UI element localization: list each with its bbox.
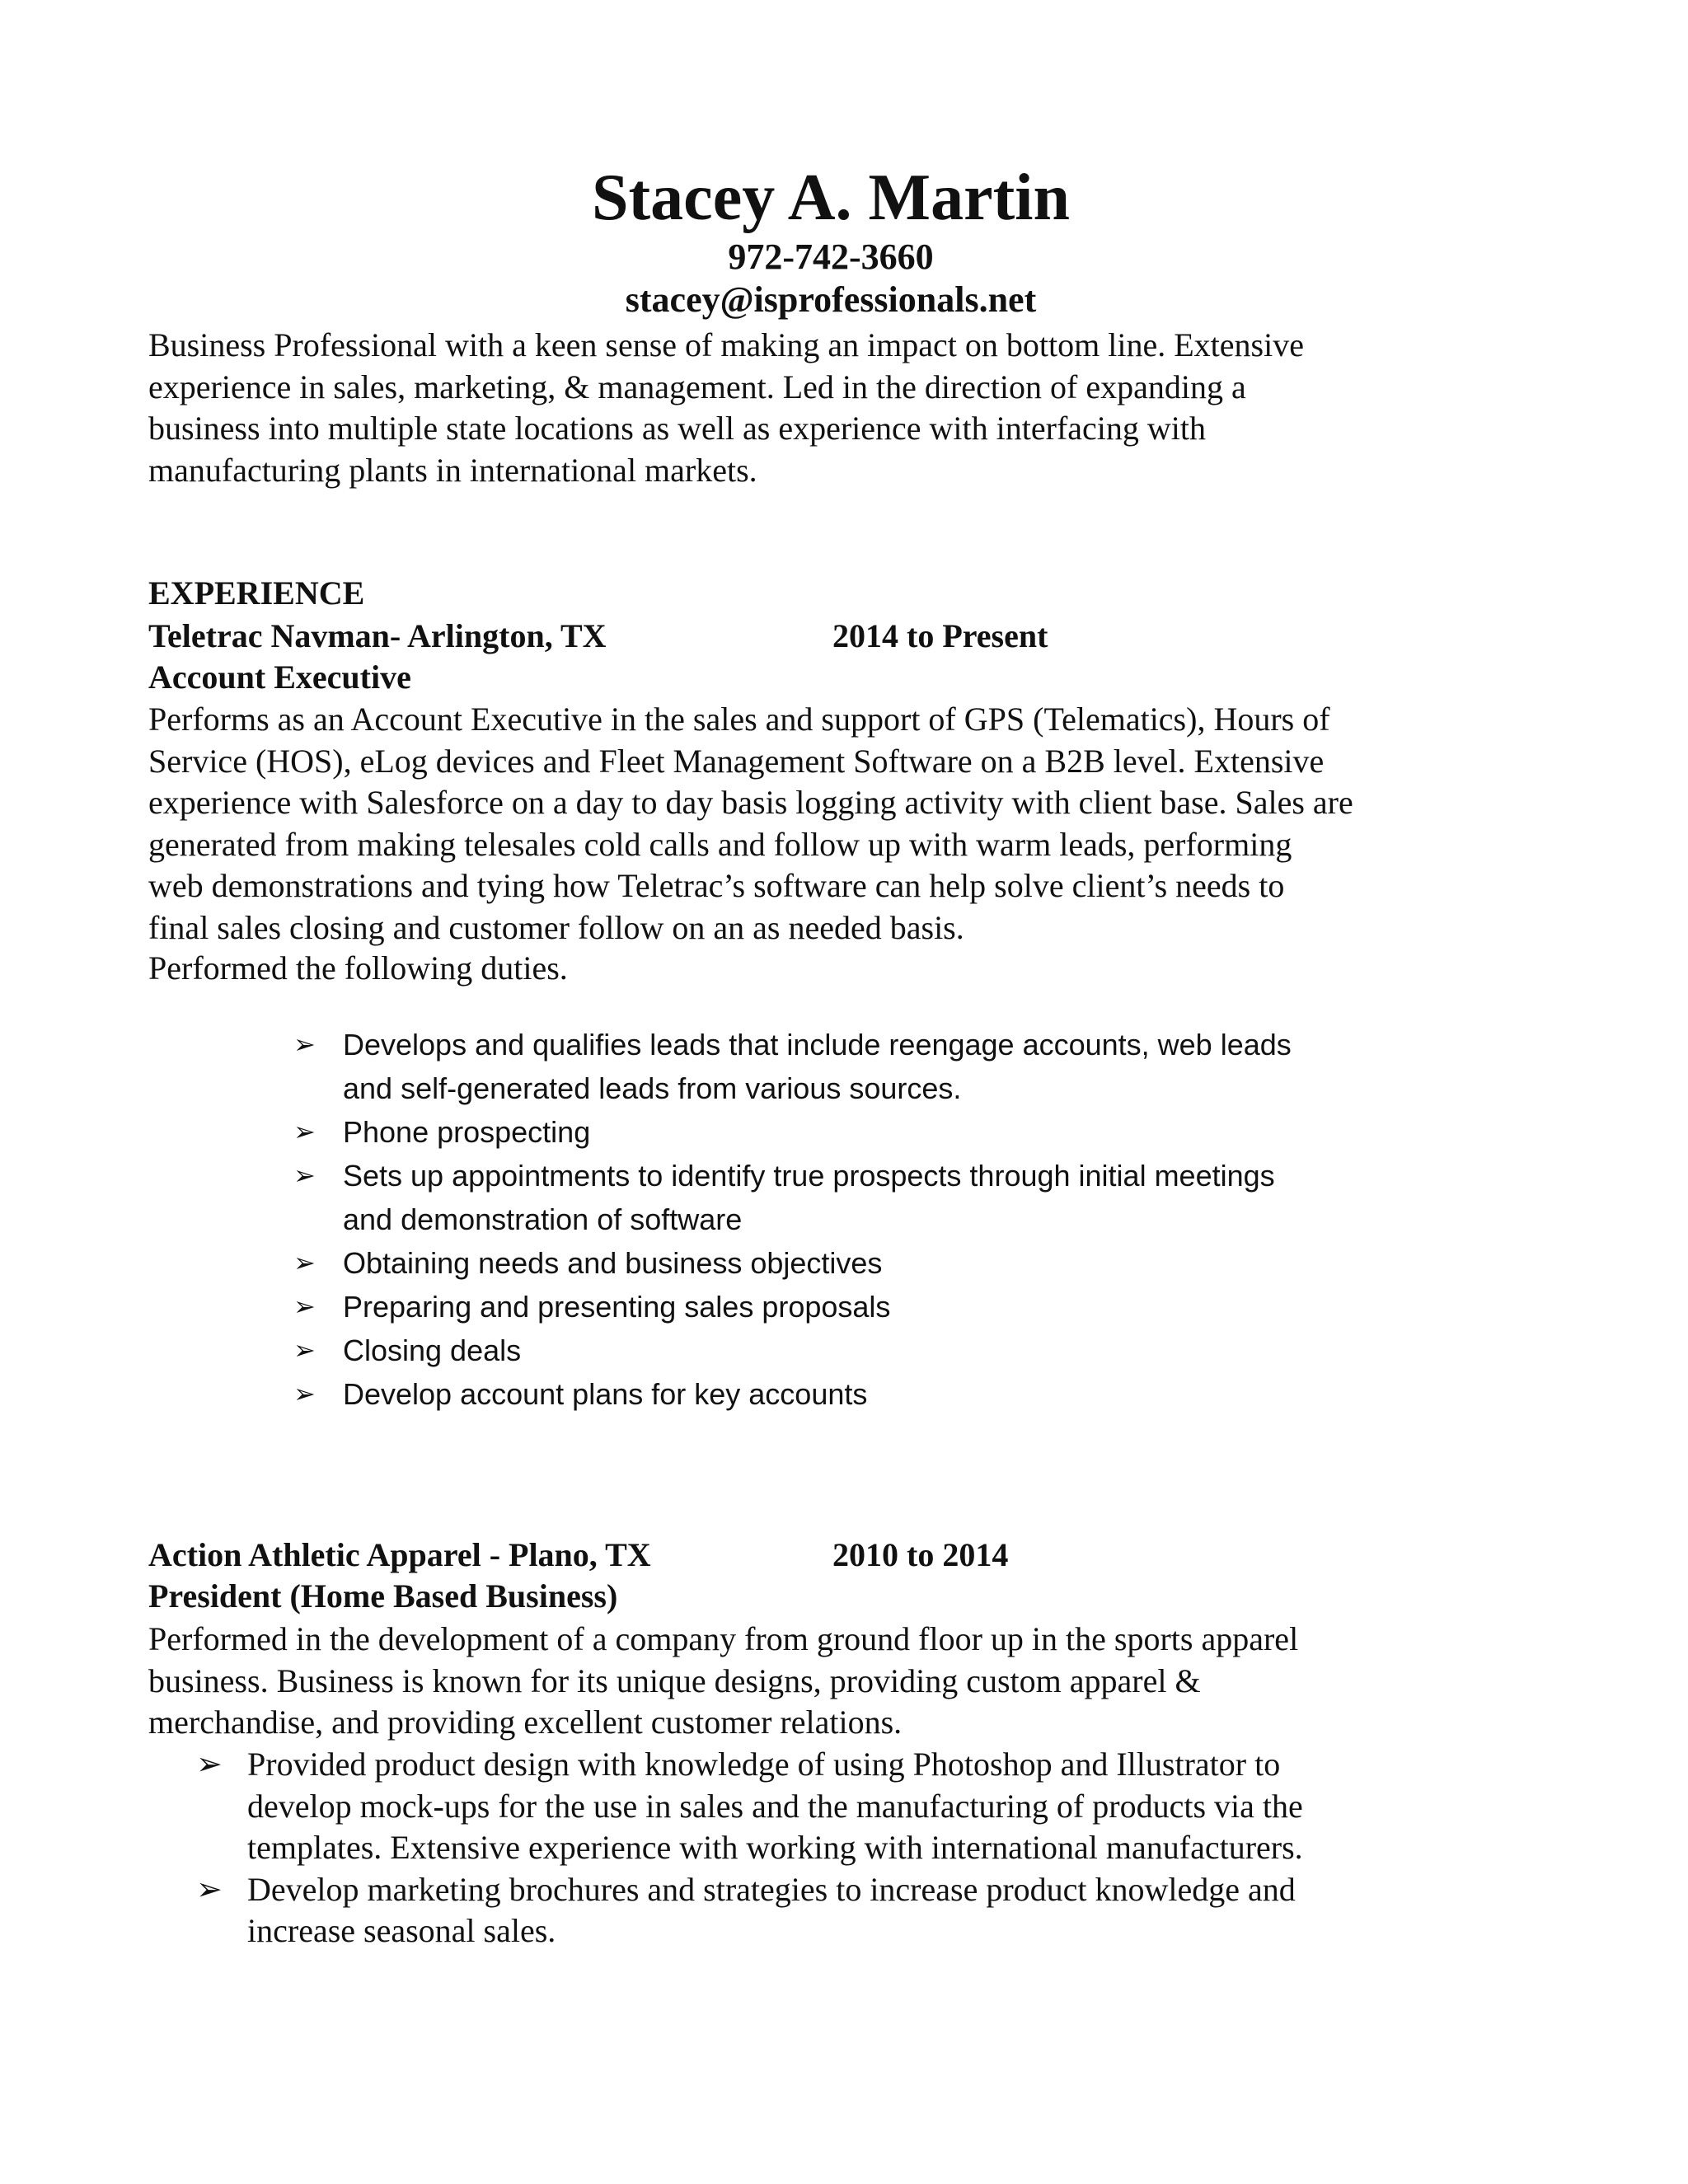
job1-duties-list bbox=[293, 1023, 1530, 1416]
arrow-bullet-icon: ➢ bbox=[293, 1117, 316, 1146]
job1-description bbox=[148, 699, 1533, 949]
bullet-text: templates. Extensive experience with working with international manufacturers. bbox=[247, 1829, 1303, 1866]
list-item bbox=[293, 1154, 1530, 1241]
job1-description-line: experience with Salesforce on a day to day basis logging activity with client base. Sales are bbox=[148, 784, 1353, 821]
duty-text: Closing deals bbox=[343, 1333, 522, 1367]
professional-summary bbox=[148, 325, 1533, 491]
email-address: stacey@isprofessionals.net bbox=[625, 279, 1037, 320]
job2-description bbox=[148, 1619, 1533, 1744]
arrow-bullet-icon: ➢ bbox=[293, 1291, 316, 1321]
list-item bbox=[293, 1023, 1530, 1110]
arrow-bullet-icon: ➢ bbox=[196, 1747, 223, 1782]
job2-company: Action Athletic Apparel - Plano, TX bbox=[148, 1536, 651, 1573]
job1-description-line: Performs as an Account Executive in the sales and support of GPS (Telematics), Hours of bbox=[148, 701, 1330, 738]
bullet-text: Provided product design with knowledge of using Photoshop and Illustrator to bbox=[247, 1746, 1281, 1783]
summary-line: business into multiple state locations as well as experience with interfacing with bbox=[148, 410, 1207, 447]
bullet-text: Develop marketing brochures and strategies to increase product knowledge and bbox=[247, 1870, 1296, 1908]
duty-text: and demonstration of software bbox=[343, 1202, 743, 1236]
list-item bbox=[196, 1869, 1548, 1952]
list-item bbox=[293, 1110, 1530, 1154]
job2-description-line: business. Business is known for its unique designs, providing custom apparel & bbox=[148, 1661, 1201, 1699]
bullet-text: develop mock-ups for the use in sales and the manufacturing of products via the bbox=[247, 1787, 1303, 1825]
duty-text: Develops and qualifies leads that include reengage accounts, web leads bbox=[343, 1028, 1292, 1062]
experience-heading: EXPERIENCE bbox=[148, 574, 365, 612]
arrow-bullet-icon: ➢ bbox=[196, 1872, 223, 1907]
job2-description-line: Performed in the development of a company from ground floor up in the sports apparel bbox=[148, 1620, 1299, 1657]
duty-text: Obtaining needs and business objectives bbox=[343, 1246, 883, 1280]
summary-line: manufacturing plants in international markets. bbox=[148, 451, 757, 489]
list-item bbox=[293, 1241, 1530, 1285]
duty-text: Sets up appointments to identify true prospects through initial meetings bbox=[343, 1159, 1275, 1193]
job2-title: President (Home Based Business) bbox=[148, 1577, 618, 1615]
job1-dates: 2014 to Present bbox=[832, 617, 1048, 654]
duty-text: and self-generated leads from various sources. bbox=[343, 1071, 962, 1105]
arrow-bullet-icon: ➢ bbox=[293, 1160, 316, 1190]
duty-text: Preparing and presenting sales proposals bbox=[343, 1290, 891, 1324]
phone-number: 972-742-3660 bbox=[728, 237, 934, 277]
job2-description-line: merchandise, and providing excellent customer relations. bbox=[148, 1704, 903, 1741]
list-item bbox=[293, 1285, 1530, 1329]
arrow-bullet-icon: ➢ bbox=[293, 1335, 316, 1365]
job2-bullet-list bbox=[196, 1744, 1548, 1952]
job1-description-line: final sales closing and customer follow on an as needed basis. bbox=[148, 908, 964, 946]
bullet-text: increase seasonal sales. bbox=[247, 1912, 556, 1949]
job1-description-line: web demonstrations and tying how Teletrac’s software can help solve client’s needs to bbox=[148, 867, 1285, 904]
list-item bbox=[293, 1329, 1530, 1372]
job1-description-line: generated from making telesales cold calls and follow up with warm leads, performing bbox=[148, 825, 1292, 863]
arrow-bullet-icon: ➢ bbox=[293, 1248, 316, 1277]
job1-description-line: Service (HOS), eLog devices and Fleet Management Software on a B2B level. Extensive bbox=[148, 742, 1325, 780]
list-item bbox=[293, 1372, 1530, 1416]
summary-line: experience in sales, marketing, & management. Led in the direction of expanding a bbox=[148, 368, 1246, 405]
job1-duties-intro: Performed the following duties. bbox=[148, 949, 568, 987]
job2-dates: 2010 to 2014 bbox=[832, 1536, 1009, 1573]
candidate-name: Stacey A. Martin bbox=[592, 162, 1070, 234]
job1-company: Teletrac Navman- Arlington, TX bbox=[148, 617, 607, 654]
job1-title: Account Executive bbox=[148, 658, 411, 696]
summary-line: Business Professional with a keen sense of making an impact on bottom line. Extensive bbox=[148, 326, 1304, 363]
arrow-bullet-icon: ➢ bbox=[293, 1029, 316, 1059]
list-item bbox=[196, 1744, 1548, 1869]
duty-text: Develop account plans for key accounts bbox=[343, 1377, 868, 1411]
duty-text: Phone prospecting bbox=[343, 1115, 591, 1149]
arrow-bullet-icon: ➢ bbox=[293, 1379, 316, 1408]
